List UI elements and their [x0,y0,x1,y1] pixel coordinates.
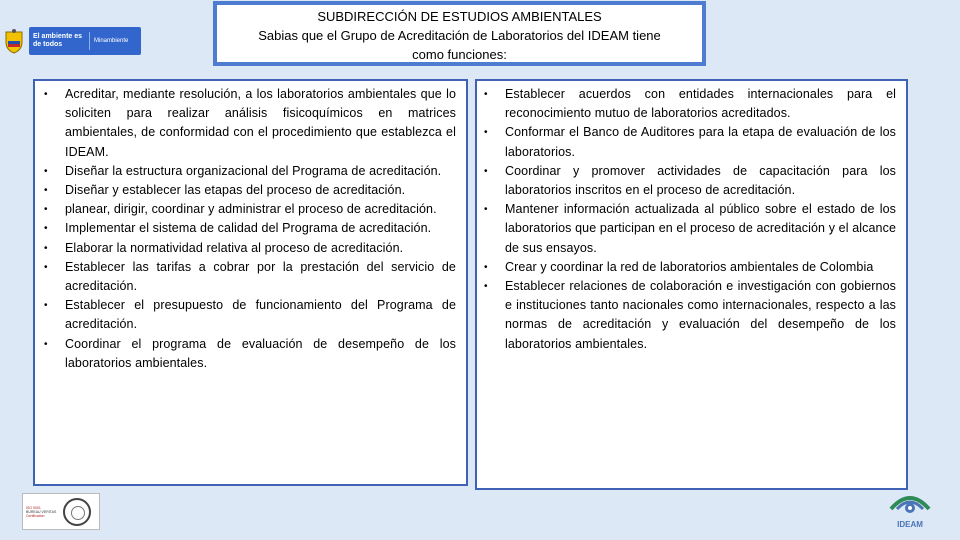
certification-seal-icon [63,498,91,526]
list-item [484,123,896,161]
bullet-icon: • [44,242,48,254]
title-line-3: como funciones: [412,47,507,62]
title-line-2: Sabias que el Grupo de Acreditación de Laboratorios del IDEAM tiene [258,28,661,43]
list-item-text: planear, dirigir, coordinar y administrar el proceso de acreditación. [65,202,437,217]
cert-line: Certification [26,513,45,518]
list-item [44,335,456,373]
bullet-icon: • [484,89,488,100]
list-item-text: Coordinar y promover actividades de capacitación para los laboratorios inscritos en el proceso de acreditación. [505,163,896,198]
list-item [44,200,456,219]
list-item [484,200,896,258]
logo-separator [89,32,90,50]
left-functions-panel [33,79,468,486]
list-item-text: Establecer relaciones de colaboración e investigación con gobiernos e instituciones tanto nacionales como internacionales, respecto a las normas de acreditación y evaluación del desempeño de los laboratorios ambientales. [505,279,896,351]
list-item [44,219,456,238]
logo-banner [29,27,141,55]
cert-line: ISO 9001 [26,505,41,510]
bullet-icon: • [44,185,48,197]
list-item [484,277,896,354]
bullet-icon: • [44,165,48,177]
list-item-text: Diseñar y establecer las etapas del proceso de acreditación. [65,183,406,198]
bullet-icon: • [44,89,48,100]
right-functions-panel [475,79,908,490]
list-item-text: Elaborar la normatividad relativa al proceso de acreditación. [65,240,404,255]
cert-line: BUREAU VERITAS [26,509,57,514]
list-item [484,258,896,277]
bullet-icon: • [44,204,48,216]
bullet-icon: • [484,127,488,139]
right-functions-list [477,81,906,354]
ideam-eye-icon [887,487,933,517]
list-item-text: Diseñar la estructura organizacional del Programa de acreditación. [65,163,442,178]
list-item-text: Crear y coordinar la red de laboratorios ambientales de Colombia [505,259,874,274]
bullet-icon: • [44,223,48,235]
logo-text: El ambiente es de todos [33,33,83,48]
list-item [484,85,896,123]
ideam-label: IDEAM [897,520,923,529]
certification-logo [22,493,100,530]
title-line-1: SUBDIRECCIÓN DE ESTUDIOS AMBIENTALES [317,9,602,24]
bullet-icon: • [44,338,48,350]
bullet-icon: • [484,261,488,273]
list-item [44,162,456,181]
list-item-text: Establecer acuerdos con entidades internacionales para el reconocimiento mutuo de laboratorios acreditados. [505,87,896,121]
list-item-text: Mantener información actualizada al público sobre el estado de los laboratorios que participan en el proceso de acreditación y el alcance de sus ensayos. [505,202,896,255]
ideam-logo [887,487,933,529]
list-item [44,181,456,200]
bullet-icon: • [44,261,48,273]
bullet-icon: • [484,281,488,293]
left-functions-list [35,81,466,373]
title-box [213,1,706,66]
bullet-icon: • [44,300,48,312]
list-item [44,258,456,296]
list-item-text: Acreditar, mediante resolución, a los laboratorios ambientales que lo soliciten para realizar análisis fisicoquímicos en matrices ambientales, de conformidad con el procedimiento que establezca el IDEAM. [65,87,456,159]
minambiente-logo [3,27,141,55]
bullet-icon: • [484,204,488,216]
list-item-text: Establecer las tarifas a cobrar por la prestación del servicio de acreditación. [65,259,456,294]
list-item [44,296,456,334]
certification-text [26,506,60,518]
list-item [44,85,456,162]
bullet-icon: • [484,165,488,177]
list-item-text: Coordinar el programa de evaluación de desempeño de los laboratorios ambientales. [65,336,456,370]
list-item-text: Conformar el Banco de Auditores para la etapa de evaluación de los laboratorios. [505,125,896,159]
logo-subtext: Minambiente [94,38,129,44]
list-item-text: Establecer el presupuesto de funcionamiento del Programa de acreditación. [65,298,456,332]
list-item [44,239,456,258]
list-item-text: Implementar el sistema de calidad del Programa de acreditación. [65,221,432,236]
list-item [484,162,896,200]
colombia-coat-of-arms-icon [3,28,25,54]
